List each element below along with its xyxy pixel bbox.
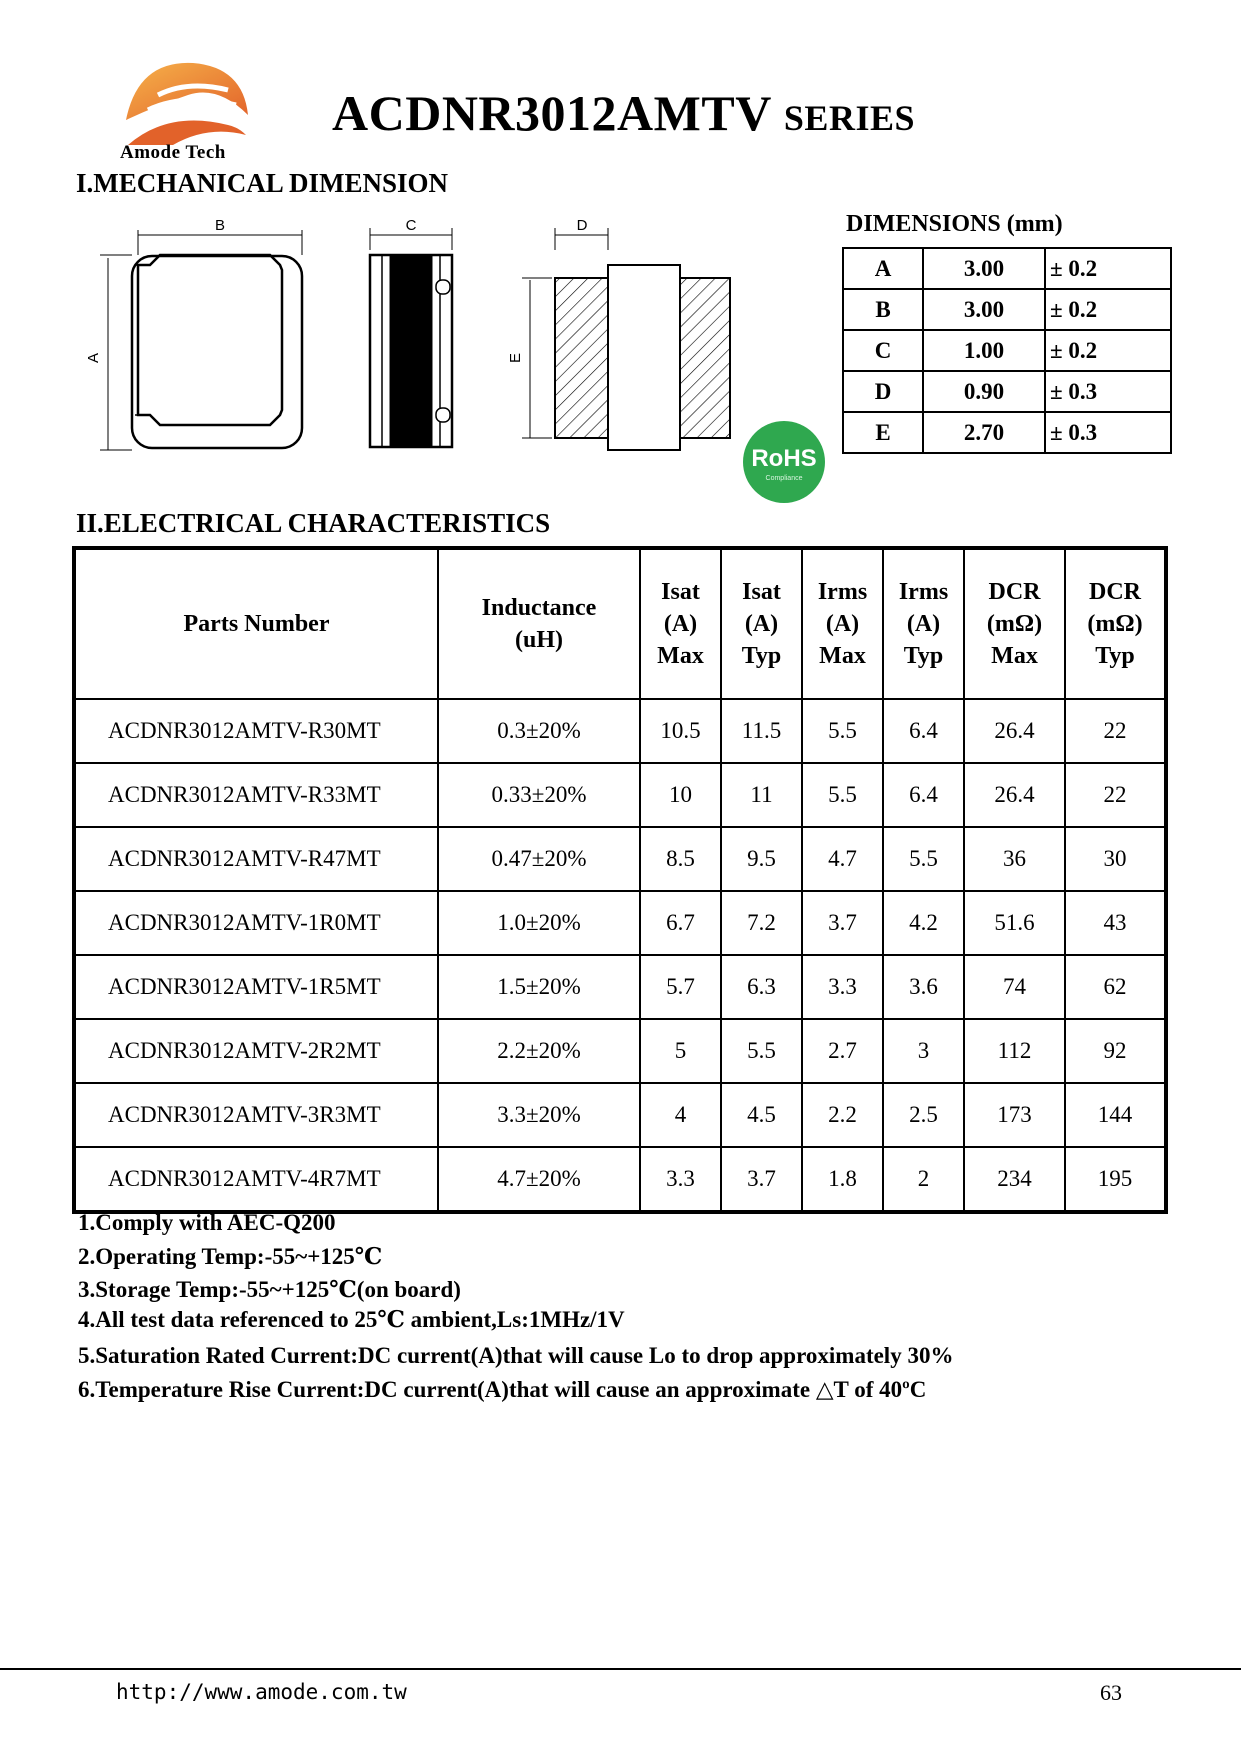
table-cell: 4.7 [802,827,883,891]
dimension-row [843,412,1171,453]
column-header-line: Typ [741,643,782,669]
table-cell: 1.8 [802,1147,883,1212]
table-cell: 0.3±20% [438,699,640,763]
table-cell: 6.4 [883,699,964,763]
column-header [883,548,964,699]
table-cell: 0.47±20% [438,827,640,891]
table-cell: 3.3±20% [438,1083,640,1147]
table-cell: 5 [640,1019,721,1083]
column-header-line: (A) [906,611,941,637]
part-number-cell: ACDNR3012AMTV-1R5MT [74,955,438,1019]
table-cell: 3.7 [721,1147,802,1212]
table-cell: 11 [721,763,802,827]
table-cell: 2.2 [802,1083,883,1147]
table-cell: 11.5 [721,699,802,763]
table-cell: 112 [964,1019,1065,1083]
column-header-line: (A) [663,611,698,637]
cross-section-drawing [522,228,730,450]
table-cell: 10 [640,763,721,827]
column-header-line: Typ [903,643,944,669]
part-number-cell: ACDNR3012AMTV-R47MT [74,827,438,891]
table-cell: 4.2 [883,891,964,955]
table-cell: 2.5 [883,1083,964,1147]
table-cell: 173 [964,1083,1065,1147]
dimension-value: 1.00 [923,330,1045,371]
dimension-row [843,371,1171,412]
column-header [438,548,640,699]
table-row [74,763,1166,827]
table-cell: 5.5 [883,827,964,891]
column-header [964,548,1065,699]
table-cell: 3.3 [640,1147,721,1212]
dimension-row [843,248,1171,289]
label-d: D [576,217,588,234]
table-cell: 2.7 [802,1019,883,1083]
note-item: 2.Operating Temp:-55~+125℃ [78,1244,383,1269]
rohs-badge [742,420,826,504]
title-series: SERIES [783,98,915,138]
column-header-line: (mΩ) [986,611,1043,637]
table-cell: 7.2 [721,891,802,955]
dimension-key: D [843,371,923,412]
dimension-row [843,289,1171,330]
column-header-line: Parts Number [183,611,330,637]
part-number-cell: ACDNR3012AMTV-3R3MT [74,1083,438,1147]
front-view-drawing [100,230,302,450]
column-header [1065,548,1166,699]
part-number-cell: ACDNR3012AMTV-1R0MT [74,891,438,955]
side-view-drawing [370,228,452,447]
table-cell: 5.5 [802,763,883,827]
table-cell: 51.6 [964,891,1065,955]
table-cell: 6.3 [721,955,802,1019]
column-header-line: Irms [898,579,949,605]
column-header-line: DCR [1089,579,1141,605]
section-mechanical-title: I.MECHANICAL DIMENSION [76,168,449,198]
table-cell: 36 [964,827,1065,891]
note-item: 1.Comply with AEC-Q200 [78,1210,336,1235]
label-b: B [214,217,226,234]
table-row [74,699,1166,763]
table-cell: 5.7 [640,955,721,1019]
dimension-tolerance: ± 0.2 [1045,289,1171,330]
column-header-line: Max [657,643,704,669]
table-row [74,1083,1166,1147]
table-cell: 5.5 [721,1019,802,1083]
table-cell: 2.2±20% [438,1019,640,1083]
table-row [74,1147,1166,1212]
table-cell: 5.5 [802,699,883,763]
table-row [74,891,1166,955]
label-c: C [405,217,417,234]
note-item: 5.Saturation Rated Current:DC current(A)that will cause Lo to drop approximately 30% [78,1343,954,1368]
dimension-value: 3.00 [923,289,1045,330]
column-header-line: Typ [1095,643,1135,669]
table-cell: 9.5 [721,827,802,891]
column-header-line: Isat [661,579,700,605]
table-cell: 74 [964,955,1065,1019]
dimension-key: E [843,412,923,453]
column-header-line: (mΩ) [1087,611,1143,637]
dimension-tolerance: ± 0.3 [1045,371,1171,412]
rohs-text: RoHS [751,445,817,472]
table-cell: 6.4 [883,763,964,827]
dimension-key: A [843,248,923,289]
table-cell: 0.33±20% [438,763,640,827]
column-header-line: Isat [742,579,781,605]
dimension-value: 0.90 [923,371,1045,412]
table-cell: 2 [883,1147,964,1212]
title-part-number: ACDNR3012AMTV [332,85,771,141]
page-number: 63 [1100,1680,1122,1705]
page-title [332,84,915,142]
table-cell: 144 [1065,1083,1166,1147]
note-item: 4.All test data referenced to 25℃ ambient,Ls:1MHz/1V [78,1307,625,1332]
dimension-key: B [843,289,923,330]
dimensions-table [842,247,1172,454]
table-cell: 4.7±20% [438,1147,640,1212]
column-header [640,548,721,699]
table-cell: 4.5 [721,1083,802,1147]
column-header-line: Max [819,643,866,669]
table-cell: 62 [1065,955,1166,1019]
logo-text: Amode Tech [120,142,226,163]
part-number-cell: ACDNR3012AMTV-R30MT [74,699,438,763]
rohs-subtext: Compliance [765,475,803,482]
table-header-row [74,548,1166,699]
table-cell: 234 [964,1147,1065,1212]
table-cell: 1.0±20% [438,891,640,955]
table-cell: 92 [1065,1019,1166,1083]
column-header [802,548,883,699]
dimension-key: C [843,330,923,371]
table-cell: 6.7 [640,891,721,955]
table-row [74,827,1166,891]
table-cell: 10.5 [640,699,721,763]
column-header [74,548,438,699]
table-row [74,1019,1166,1083]
table-cell: 3.6 [883,955,964,1019]
table-cell: 195 [1065,1147,1166,1212]
dimensions-title: DIMENSIONS (mm) [846,211,1063,237]
column-header-line: Max [991,643,1038,669]
table-cell: 26.4 [964,763,1065,827]
section-electrical-title: II.ELECTRICAL CHARACTERISTICS [76,508,551,538]
column-header-line: Irms [817,579,868,605]
label-e: E [507,352,524,364]
column-header-line: Inductance [481,595,597,621]
table-row [74,955,1166,1019]
table-cell: 8.5 [640,827,721,891]
dimension-value: 2.70 [923,412,1045,453]
column-header-line: DCR [988,579,1041,605]
dimension-tolerance: ± 0.2 [1045,248,1171,289]
dimension-tolerance: ± 0.2 [1045,330,1171,371]
note-item: 6.Temperature Rise Current:DC current(A)that will cause an approximate △T of 40ºC [78,1377,927,1402]
table-cell: 1.5±20% [438,955,640,1019]
column-header [721,548,802,699]
dimension-row [843,330,1171,371]
table-cell: 22 [1065,763,1166,827]
footer-url: http://www.amode.com.tw [116,1680,407,1704]
part-number-cell: ACDNR3012AMTV-2R2MT [74,1019,438,1083]
mechanical-drawings [85,210,740,465]
table-cell: 43 [1065,891,1166,955]
table-cell: 26.4 [964,699,1065,763]
table-cell: 22 [1065,699,1166,763]
note-item: 3.Storage Temp:-55~+125℃(on board) [78,1277,461,1302]
part-number-cell: ACDNR3012AMTV-R33MT [74,763,438,827]
table-cell: 30 [1065,827,1166,891]
column-header-line: (uH) [515,627,563,653]
table-cell: 3.7 [802,891,883,955]
column-header-line: (A) [825,611,860,637]
dimension-tolerance: ± 0.3 [1045,412,1171,453]
label-a: A [85,352,102,364]
table-cell: 3 [883,1019,964,1083]
table-cell: 3.3 [802,955,883,1019]
part-number-cell: ACDNR3012AMTV-4R7MT [74,1147,438,1212]
footer-divider [0,1668,1241,1670]
column-header-line: (A) [744,611,779,637]
dimension-value: 3.00 [923,248,1045,289]
electrical-table [72,546,1168,1214]
table-cell: 4 [640,1083,721,1147]
